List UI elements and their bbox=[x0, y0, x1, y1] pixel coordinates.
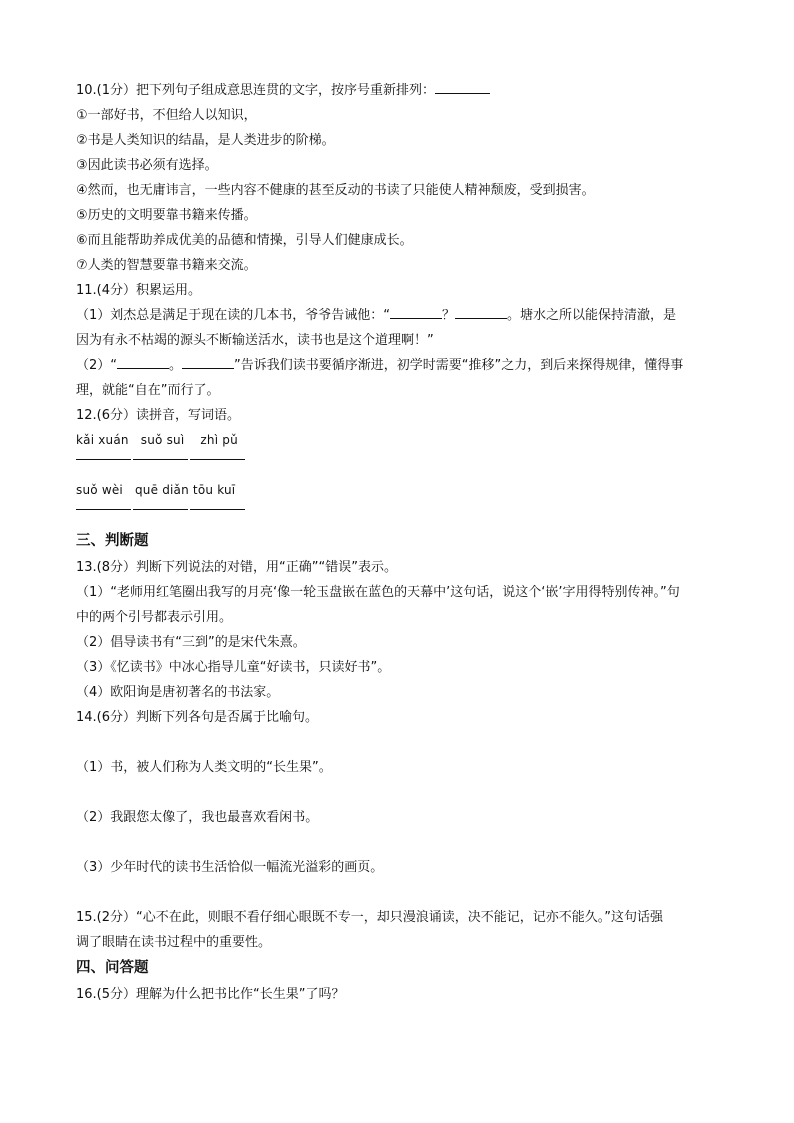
q15-line-1: 15.(2分）“心不在此，则眼不看仔细心眼既不专一，却只漫浪诵读，决不能记，记亦不能久。”这句话强 bbox=[76, 910, 663, 925]
q11-blank-2[interactable] bbox=[455, 304, 507, 319]
q11-part2-text-c: ”告诉我们读书要循序渐进，初学时需要“推移”之力，到后来探得规律，懂得事 bbox=[234, 358, 684, 373]
q10-sentence-3: ③因此读书必须有选择。 bbox=[76, 158, 218, 173]
q12-blank-6[interactable] bbox=[190, 509, 245, 510]
q11-part1-text-b: ？ bbox=[442, 308, 456, 323]
q13-stem: 13.(8分）判断下列说法的对错，用“正确”“错误”表示。 bbox=[76, 560, 397, 575]
q10-sentence-4: ④然而，也无庸讳言，一些内容不健康的甚至反动的书读了只能使人精神颓废，受到损害。 bbox=[76, 183, 595, 198]
q12-answer-row-1 bbox=[76, 453, 721, 478]
q12-blank-4[interactable] bbox=[76, 509, 131, 510]
q14-item-3: （3）少年时代的读书生活恰似一幅流光溢彩的画页。 bbox=[76, 860, 384, 875]
q12-stem: 12.(6分）读拼音，写词语。 bbox=[76, 408, 241, 423]
q10-sentence-2: ②书是人类知识的结晶，是人类进步的阶梯。 bbox=[76, 133, 335, 148]
q15-line-2: 调了眼睛在读书过程中的重要性。 bbox=[76, 935, 272, 950]
q11-part2 bbox=[76, 353, 721, 378]
q12-blank-1[interactable] bbox=[76, 459, 131, 460]
q11-part2-text-b: 。 bbox=[169, 358, 183, 373]
q10-sentence-1: ①一部好书，不但给人以知识， bbox=[76, 108, 257, 123]
section-heading-judgement: 三、判断题 bbox=[76, 533, 149, 549]
section-heading-qa: 四、问答题 bbox=[76, 960, 149, 976]
q13-item-4: （4）欧阳询是唐初著名的书法家。 bbox=[76, 685, 280, 700]
q10-sentence-7: ⑦人类的智慧要靠书籍来交流。 bbox=[76, 258, 257, 273]
q11-blank-4[interactable] bbox=[182, 354, 234, 369]
q12-pinyin-row-1: kǎi xuán suǒ suì zhì pǔ bbox=[76, 433, 238, 447]
q12-blank-5[interactable] bbox=[133, 509, 188, 510]
q11-part2-text-a: （2）“ bbox=[76, 358, 118, 373]
q12-pinyin-row-2: suǒ wèi quē diǎn tōu kuī bbox=[76, 483, 236, 497]
q13-item-1: （1）“老师用红笔圈出我写的月亮‘像一轮玉盘嵌在蓝色的天幕中’这句话，说这个‘嵌’字用得特别传神。”句 bbox=[76, 585, 680, 600]
q10-answer-blank[interactable] bbox=[435, 79, 490, 94]
q14-spacer-1 bbox=[76, 730, 721, 755]
q14-item-1: （1）书，被人们称为人类文明的“长生果”。 bbox=[76, 760, 332, 775]
q10-stem-text: 10.(1分）把下列句子组成意思连贯的文字，按序号重新排列： bbox=[76, 83, 436, 98]
q12-blank-3[interactable] bbox=[190, 459, 245, 460]
q11-stem: 11.(4分）积累运用。 bbox=[76, 283, 202, 298]
q11-part1-text-c: 。塘水之所以能保持清澈，是 bbox=[507, 308, 677, 323]
q11-part1-text-a: （1）刘杰总是满足于现在读的几本书，爷爷告诫他：“ bbox=[76, 308, 391, 323]
q14-spacer-2 bbox=[76, 780, 721, 805]
q14-item-2: （2）我跟您太像了，我也最喜欢看闲书。 bbox=[76, 810, 319, 825]
q13-item-1-line2: 中的两个引号都表示引用。 bbox=[76, 610, 233, 625]
q11-blank-1[interactable] bbox=[390, 304, 442, 319]
q10-stem bbox=[76, 78, 721, 103]
q11-part2-line2: 理，就能“自在”而行了。 bbox=[76, 383, 220, 398]
q10-sentence-5: ⑤历史的文明要靠书籍来传播。 bbox=[76, 208, 257, 223]
q13-item-2: （2）倡导读书有“三到”的是宋代朱熹。 bbox=[76, 635, 306, 650]
q11-part1 bbox=[76, 303, 721, 328]
q13-item-3: （3）《忆读书》中冰心指导儿童“好读书，只读好书”。 bbox=[76, 660, 391, 675]
q11-part1-line2: 因为有永不枯竭的源头不断输送活水，读书也是这个道理啊！” bbox=[76, 333, 434, 348]
q14-stem: 14.(6分）判断下列各句是否属于比喻句。 bbox=[76, 710, 319, 725]
q10-sentence-6: ⑥而且能帮助养成优美的品德和情操，引导人们健康成长。 bbox=[76, 233, 413, 248]
q14-spacer-4 bbox=[76, 880, 721, 905]
q12-blank-2[interactable] bbox=[133, 459, 188, 460]
q14-spacer-3 bbox=[76, 830, 721, 855]
worksheet-page bbox=[76, 78, 721, 1007]
q16-stem: 16.(5分）理解为什么把书比作“长生果”了吗？ bbox=[76, 987, 345, 1002]
q12-answer-row-2 bbox=[76, 503, 721, 528]
q11-blank-3[interactable] bbox=[117, 354, 169, 369]
